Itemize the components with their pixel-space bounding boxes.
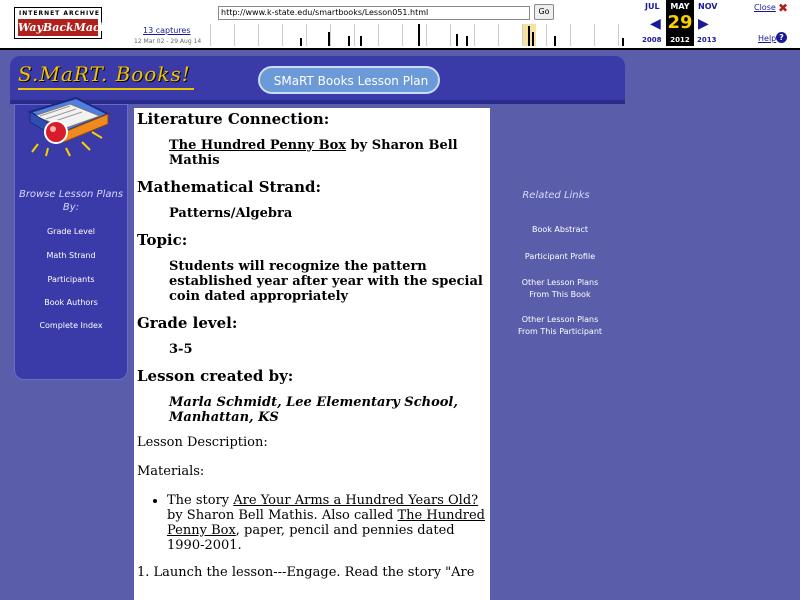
timeline-tick bbox=[234, 24, 235, 46]
prev-arrow-icon[interactable]: ◀ bbox=[650, 16, 661, 32]
sidebar-item-math-strand[interactable]: Math Strand bbox=[46, 251, 96, 260]
current-day: 29 bbox=[667, 12, 693, 33]
timeline-tick bbox=[378, 24, 379, 46]
lesson-plan-title: SMaRT Books Lesson Plan bbox=[273, 74, 429, 88]
current-month: MAY bbox=[670, 2, 690, 11]
related-link-other-lessons-book[interactable] bbox=[500, 277, 620, 301]
related-link-label: Other Lesson Plans bbox=[521, 278, 599, 287]
timeline-tick bbox=[282, 24, 283, 46]
sidebar-item-participants[interactable]: Participants bbox=[47, 275, 95, 284]
site-title-underline bbox=[18, 88, 194, 90]
literature-value bbox=[169, 138, 487, 168]
capture-bar bbox=[418, 24, 420, 46]
lesson-plan-pill bbox=[258, 66, 440, 94]
timeline-tick bbox=[354, 24, 355, 46]
strand-value: Patterns/Algebra bbox=[169, 206, 293, 221]
story-link[interactable]: Are Your Arms a Hundred Years Old? bbox=[233, 493, 479, 508]
grade-heading: Grade level: bbox=[137, 314, 238, 332]
capture-bar bbox=[328, 32, 330, 46]
grade-value: 3-5 bbox=[169, 342, 193, 357]
prev-month-link[interactable]: JUL bbox=[645, 2, 660, 11]
wayback-logo-main: WayBackMachine bbox=[18, 21, 127, 34]
timeline-tick bbox=[618, 24, 619, 46]
timeline-tick bbox=[258, 24, 259, 46]
topic-value: Students will recognize the pattern established year after year with the special coin dated appropriately bbox=[169, 259, 483, 304]
next-month-link[interactable]: NOV bbox=[698, 2, 718, 11]
timeline-tick bbox=[474, 24, 475, 46]
related-link-other-lessons-participant[interactable] bbox=[500, 314, 620, 338]
close-link[interactable]: Close bbox=[754, 3, 776, 12]
wayback-logo[interactable] bbox=[14, 7, 127, 39]
help-icon[interactable]: ? bbox=[776, 32, 787, 43]
url-input[interactable]: http://www.k-state.edu/smartbooks/Lesson051.html bbox=[218, 6, 530, 20]
related-link-label: Book Abstract bbox=[531, 225, 589, 234]
materials-list bbox=[167, 493, 487, 553]
materials-pre: The story bbox=[167, 493, 234, 508]
capture-bar bbox=[456, 34, 458, 46]
capture-bar bbox=[532, 32, 534, 46]
created-heading: Lesson created by: bbox=[137, 367, 294, 385]
close-icon[interactable]: ✖ bbox=[778, 1, 789, 15]
capture-bar bbox=[528, 26, 530, 46]
timeline-tick bbox=[570, 24, 571, 46]
related-link-participant-profile[interactable] bbox=[500, 251, 620, 263]
capture-bar bbox=[360, 36, 362, 46]
sidebar-item-book-authors[interactable]: Book Authors bbox=[44, 298, 98, 307]
penny-box-link[interactable]: The Hundred Penny Box bbox=[167, 508, 486, 538]
capture-bar bbox=[348, 36, 350, 46]
strand-heading: Mathematical Strand: bbox=[137, 178, 322, 196]
description-label: Lesson Description: bbox=[137, 435, 268, 450]
next-year: 2013 bbox=[697, 36, 717, 44]
materials-label: Materials: bbox=[137, 464, 205, 479]
capture-bar bbox=[466, 36, 468, 46]
related-link-label-2: From This Participant bbox=[517, 327, 603, 336]
book-author: by Sharon Bell Mathis bbox=[169, 138, 458, 168]
sidebar-item-grade-level[interactable]: Grade Level bbox=[46, 227, 96, 236]
site-title[interactable]: S.MaRT. Books! bbox=[18, 62, 191, 86]
next-arrow-icon[interactable]: ▶ bbox=[698, 16, 709, 32]
capture-bar bbox=[300, 38, 302, 46]
capture-timeline[interactable] bbox=[210, 24, 632, 46]
timeline-tick bbox=[522, 24, 523, 46]
step-1: 1. Launch the lesson---Engage. Read the story "Are bbox=[137, 565, 475, 580]
browse-heading: Browse Lesson Plans By: bbox=[18, 189, 124, 213]
wayback-logo-top: INTERNET ARCHIVE bbox=[19, 10, 101, 17]
timeline-tick bbox=[450, 24, 451, 46]
materials-mid: by Sharon Bell Mathis. Also called bbox=[167, 508, 398, 523]
related-link-label: Other Lesson Plans bbox=[521, 315, 599, 324]
list-item bbox=[167, 493, 487, 553]
wayback-toolbar bbox=[0, 0, 800, 50]
current-date-box bbox=[666, 0, 694, 46]
timeline-tick bbox=[426, 24, 427, 46]
capture-bar bbox=[622, 38, 624, 46]
topic-heading: Topic: bbox=[137, 231, 188, 249]
prev-year: 2008 bbox=[642, 36, 662, 44]
literature-heading: Literature Connection: bbox=[137, 110, 330, 128]
go-button[interactable]: Go bbox=[534, 4, 554, 20]
related-link-book-abstract[interactable] bbox=[500, 224, 620, 236]
timeline-tick bbox=[546, 24, 547, 46]
materials-post: , paper, pencil and pennies dated 1990-2001. bbox=[167, 523, 455, 553]
captures-link[interactable]: 13 captures bbox=[143, 26, 191, 35]
sidebar-item-complete-index[interactable]: Complete Index bbox=[39, 321, 103, 330]
current-year: 2012 bbox=[670, 36, 690, 44]
timeline-tick bbox=[498, 24, 499, 46]
help-link[interactable]: Help bbox=[758, 34, 777, 43]
lesson-content bbox=[134, 108, 490, 600]
related-link-label-2: From This Book bbox=[529, 290, 591, 299]
timeline-tick bbox=[330, 24, 331, 46]
created-value: Marla Schmidt, Lee Elementary School, Manhattan, KS bbox=[169, 395, 458, 425]
related-links-heading: Related Links bbox=[522, 190, 590, 201]
timeline-tick bbox=[594, 24, 595, 46]
timeline-tick bbox=[210, 24, 211, 46]
related-link-label: Participant Profile bbox=[524, 252, 596, 261]
capture-bar bbox=[554, 36, 556, 46]
timeline-tick bbox=[306, 24, 307, 46]
timeline-tick bbox=[402, 24, 403, 46]
capture-range: 12 Mar 02 - 29 Aug 14 bbox=[134, 38, 202, 45]
book-icon bbox=[26, 92, 112, 158]
book-title-link[interactable]: The Hundred Penny Box bbox=[169, 138, 347, 153]
